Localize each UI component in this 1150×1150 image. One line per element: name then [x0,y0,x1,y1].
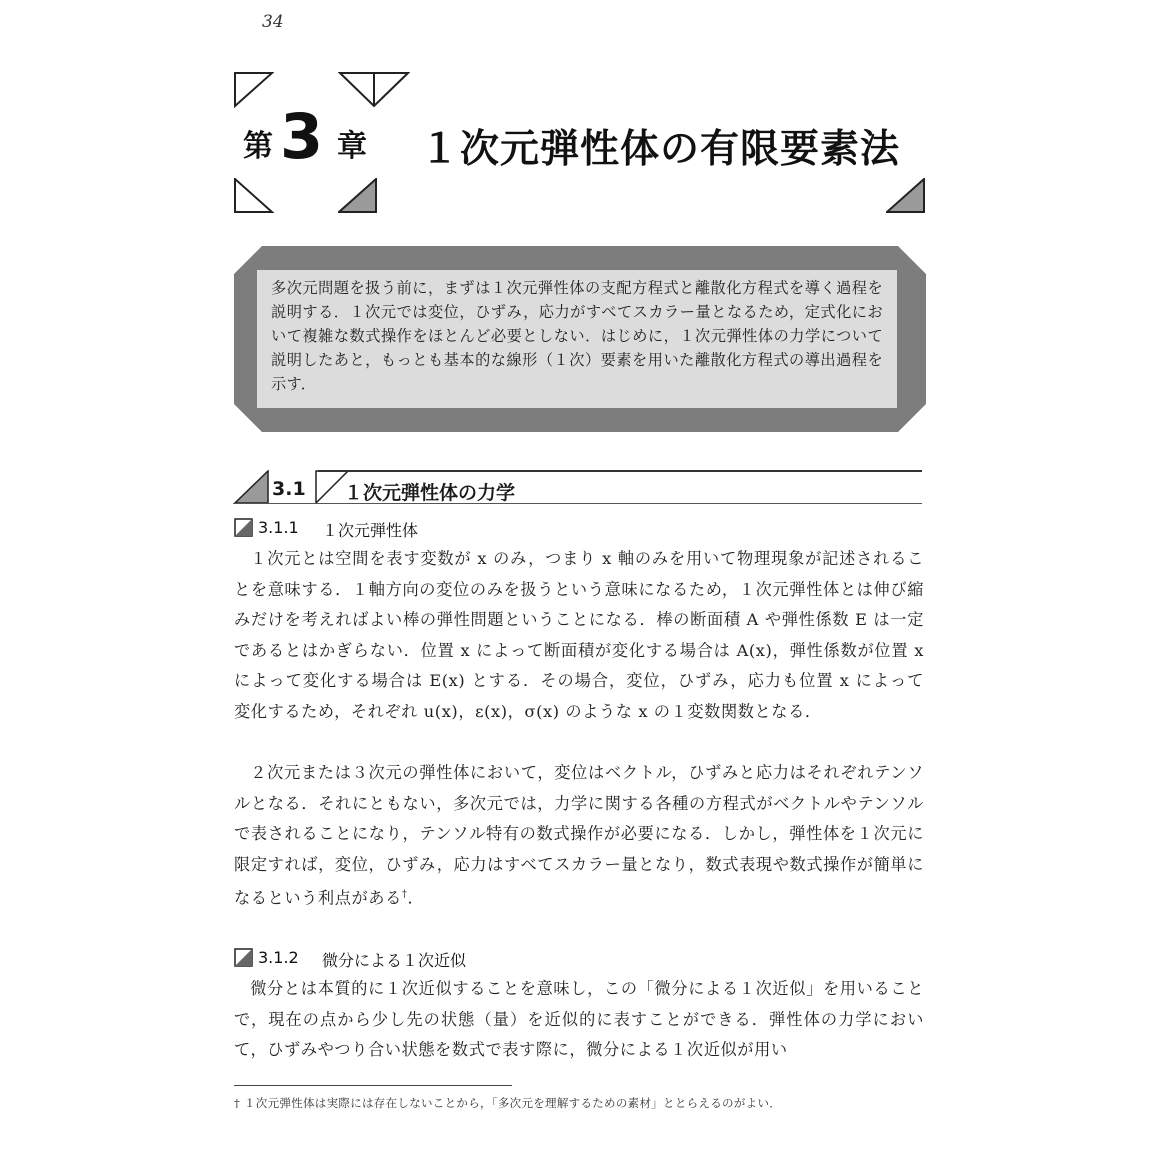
paragraph-text: ２次元または３次元の弾性体において，変位はベクトル，ひずみと応力はそれぞれテンソルとなる．それにともない，多次元では，力学に関する各種の方程式がベクトルやテンソルで表されることになり，テンソル特有の数式操作が必要になる．しかし，弾性体を１次元に限定すれば，変位，ひずみ，応力はすべてスカラー量となり，数式表現や数式操作が簡単になるという利点がある [234,763,924,908]
footnote: † １次元弾性体は実際には存在しないことから，「多次元を理解するための素材」ととらえるのがよい． [234,1096,782,1110]
section-rule-top [318,470,922,472]
paragraph: １次元とは空間を表す変数が x のみ，つまり x 軸のみを用いて物理現象が記述されることを意味する．１軸方向の変位のみを扱うという意味になるため，１次元弾性体とは伸び縮みだけを考えればよい棒の弾性問題ということになる．棒の断面積 A や弾性係数 E は一定であるとはかぎらない．位置 x によって断面積が変化する場合は A(x)，弾性係数が位置 x によって変化する場合は E(x) とする．その場合，変位，ひずみ，応力も位置 x によって変化するため，それぞれ u(x)，ε(x)，σ(x) のような x の１変数関数となる． [234,549,924,721]
chapter-suffix: 章 [337,129,367,164]
chapter-title: １次元弾性体の有限要素法 [420,127,901,172]
footnote-rule [234,1085,512,1086]
section-triangle-icon [234,470,270,504]
chapter-corner-bottom-right [338,178,378,214]
chapter-corner-top-right [338,72,410,108]
subsection-number: 3.1.1 [258,518,299,537]
section-title: １次元弾性体の力学 [344,482,516,504]
chapter-prefix: 第 [243,129,273,164]
paragraph: ２次元または３次元の弾性体において，変位はベクトル，ひずみと応力はそれぞれテンソルとなる．それにともない，多次元では，力学に関する各種の方程式がベクトルやテンソルで表されることになり，テンソル特有の数式操作が必要になる．しかし，弾性体を１次元に限定すれば，変位，ひずみ，応力はすべてスカラー量となり，数式表現や数式操作が簡単になるという利点がある†． [234,763,924,908]
page-number: 34 [262,12,284,32]
section-number: 3.1 [272,478,306,500]
section-rule-bottom [233,503,922,504]
chapter-corner-bottom-left [234,178,274,214]
chapter-corner-top-left [234,72,274,108]
paragraph: 微分とは本質的に１次近似することを意味し，この「微分による１次近似」を用いることで，現在の点から少し先の状態（量）を近似的に表すことができる．弾性体の力学において，ひずみやつり合い状態を数式で表す際に，微分による１次近似が用い [234,979,924,1059]
title-corner-right [886,178,926,214]
abstract-box [257,270,897,408]
subsection-title: 微分による１次近似 [322,951,467,970]
subsection-icon [234,518,254,538]
subsection-icon [234,948,254,968]
abstract-text: 多次元問題を扱う前に，まずは１次元弾性体の支配方程式と離散化方程式を導く過程を説明する．１次元では変位，ひずみ，応力がすべてスカラー量となるため，定式化において複雑な数式操作をほとんど必要としない．はじめに，１次元弾性体の力学について説明したあと，もっとも基本的な線形（１次）要素を用いた離散化方程式の導出過程を示す． [271,279,883,393]
subsection-title: １次元弾性体 [322,521,419,540]
chapter-number: 3 [280,100,324,173]
subsection-number: 3.1.2 [258,948,299,967]
footnote-marker: † [401,889,408,900]
